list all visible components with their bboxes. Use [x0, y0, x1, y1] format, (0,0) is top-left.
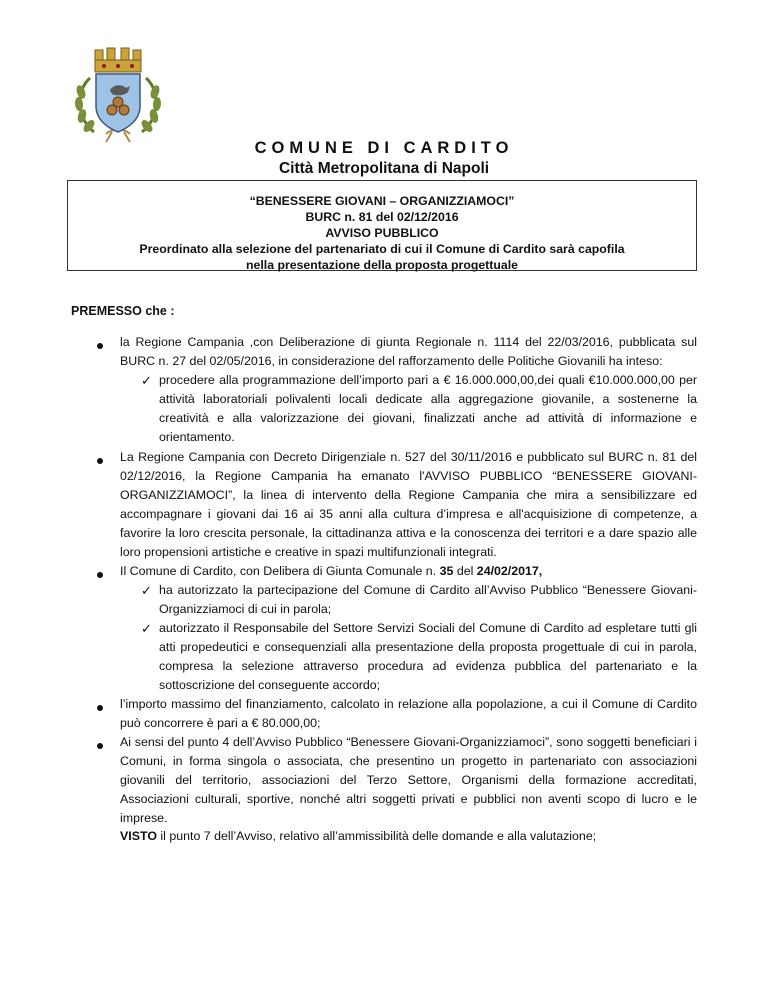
paragraph-5: Ai sensi del punto 4 dell’Avviso Pubblico “Benessere Giovani-Organizziamoci”, sono soggetti beneficiari i Comuni, in forma singola o associata, che presentino un progetto in partenariato con associazioni giovanili del territorio, associazioni del Terzo Settore, Organismi della formazione accreditati, Associazioni culturali, sportive, nonché altri soggetti privati e pubblici non aventi scopo di lucro e le imprese.	[120, 735, 697, 825]
bullet-icon	[97, 458, 103, 464]
checkmark-icon: ✓	[141, 621, 152, 636]
bullet-icon	[97, 743, 103, 749]
visto-label: VISTO	[120, 829, 157, 843]
notice-box	[67, 180, 697, 271]
bullet-icon	[97, 343, 103, 349]
paragraph-1: la Regione Campania ,con Deliberazione di giunta Regionale n. 1114 del 22/03/2016, pubblicata sul BURC n. 27 del 02/05/2016, in considerazione del rafforzamento delle Politiche Giovanili ha inteso:	[120, 335, 697, 368]
paragraph-2: La Regione Campania con Decreto Dirigenziale n. 527 del 30/11/2016 e pubblicato sul BURC n. 81 del 02/12/2016, la Regione Campania ha emanato l'AVVISO PUBBLICO “BENESSERE GIOVANI-ORGANIZZIAMOCI”, la linea di intervento della Regione Campania che mira a sensibilizzare ed accompagnare i giovani dai 16 ai 35 anni alla cultura d’impresa e all'acquisizione di competenze, a favorire la loro crescita personale, la cittadinanza attiva e la conoscenza dei territori e a dare spazio alle loro propensioni artistiche e creative in spazi multifunzionali integrati.	[120, 450, 697, 559]
notice-type: AVVISO PUBBLICO	[325, 226, 439, 240]
delibera-date: 24/02/2017,	[476, 564, 543, 578]
paragraph-4: l’importo massimo del finanziamento, calcolato in relazione alla popolazione, a cui il Comune di Cardito può concorrere è pari a € 80.000,00;	[120, 697, 697, 730]
checkmark-icon: ✓	[141, 583, 152, 598]
paragraph-3-pre: Il Comune di Cardito, con Delibera di Giunta Comunale n.	[120, 564, 440, 578]
delibera-number: 35	[439, 564, 454, 578]
notice-purpose-1: Preordinato alla selezione del partenariato di cui il Comune di Cardito sarà capofila	[139, 242, 625, 256]
premesso-heading: PREMESSO che :	[71, 304, 175, 318]
paragraph-3	[120, 562, 697, 581]
visto-line	[120, 829, 596, 843]
paragraph-3-check-2: autorizzato il Responsabile del Settore Servizi Sociali del Comune di Cardito ad espletare tutti gli atti propedeutici e consequenziali alla presentazione della proposta progettuale di cui in parola, compresa la selezione attraverso procedura ad evidenza pubblica del partenariato e la sottoscrizione del conseguente accordo;	[159, 621, 697, 692]
paragraph-1-check: procedere alla programmazione dell’importo pari a € 16.000.000,00,dei quali €10.000.000,00 per attività laboratoriali polivalenti locali dedicate alla aggregazione giovanile, a sostenerne la creatività e alla valorizzazione dei giovani, finalizzati anche ad attività di informazione e orientamento.	[159, 373, 697, 444]
town-subtitle: Città Metropolitana di Napoli	[278, 160, 490, 177]
notice-burc: BURC n. 81 del 02/12/2016	[305, 210, 459, 224]
notice-title: “BENESSERE GIOVANI – ORGANIZZIAMOCI”	[249, 194, 515, 208]
visto-text: il punto 7 dell’Avviso, relativo all’ammissibilità delle domande e alla valutazione;	[156, 829, 597, 843]
paragraph-3-check-1: ha autorizzato la partecipazione del Comune di Cardito all’Avviso Pubblico “Benessere Giovani-Organizziamoci di cui in parola;	[159, 583, 697, 616]
paragraph-3-mid: del	[453, 564, 477, 578]
checkmark-icon: ✓	[141, 373, 152, 388]
bullet-icon	[97, 572, 103, 578]
bullet-icon	[97, 705, 103, 711]
notice-purpose-2: nella presentazione della proposta progettuale	[246, 258, 518, 272]
town-name: COMUNE DI CARDITO	[254, 139, 514, 157]
municipal-coat-of-arms-icon	[68, 40, 168, 144]
